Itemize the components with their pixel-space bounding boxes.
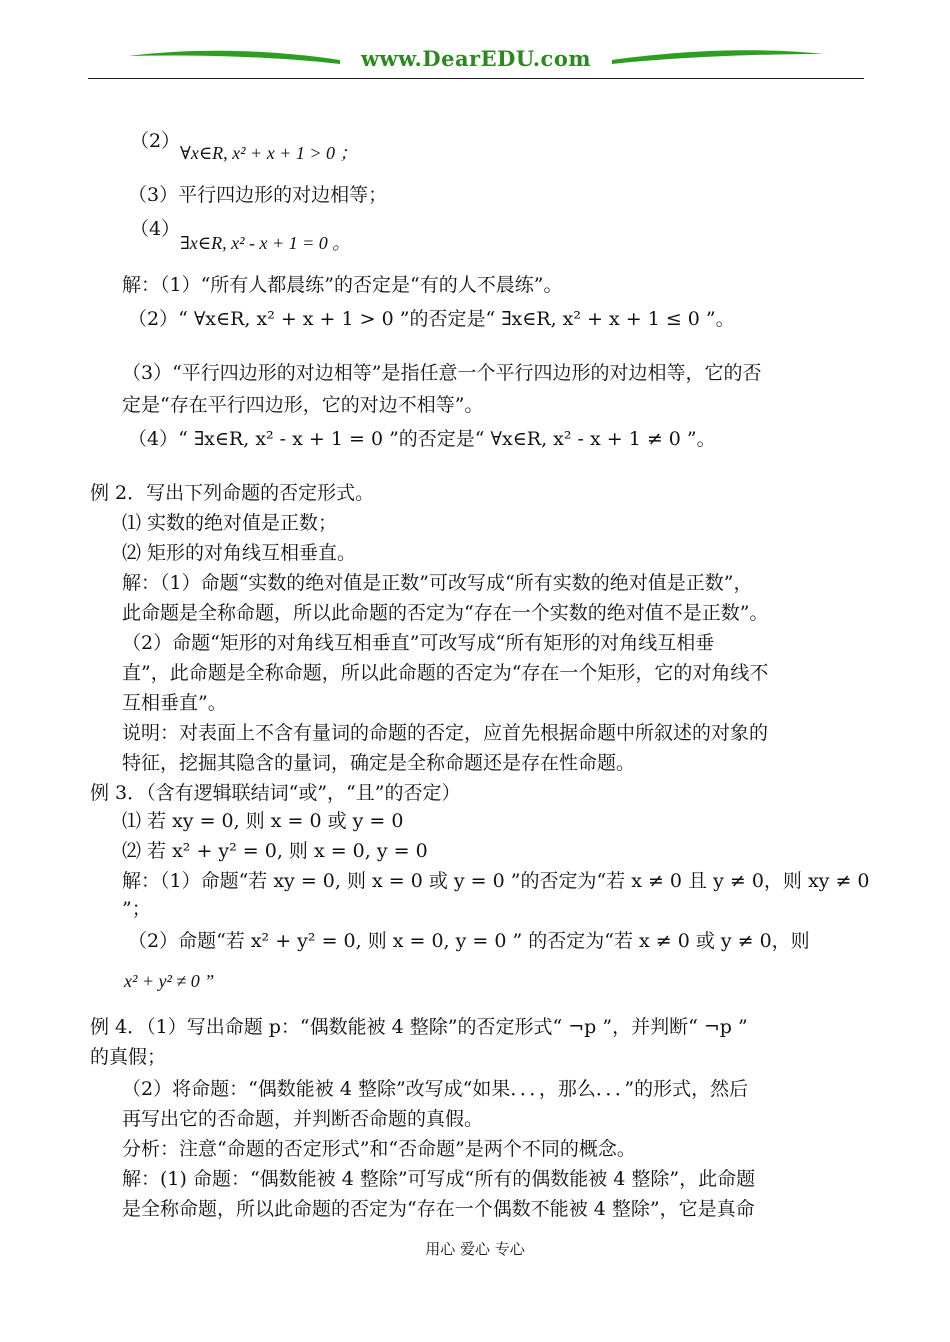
example-2-note-line1: 说明：对表面上不含有量词的命题的否定，应首先根据命题中所叙述的对象的: [122, 722, 769, 744]
example-2-solution-line4: 直”，此命题是全称命题，所以此命题的否定为“存在一个矩形，它的对角线不: [122, 662, 769, 684]
example-4-title-end: 的真假；: [90, 1046, 167, 1068]
example-3-title: 例 3．（含有逻辑联结词“或”，“且”的否定）: [90, 782, 461, 804]
solution-3-line1: （3）“平行四边形的对边相等”是指任意一个平行四边形的对边相等，它的否: [122, 362, 762, 384]
example-4-part-2-line2: 再写出它的否命题，并判断否命题的真假。: [122, 1108, 484, 1130]
example-2-item-2: ⑵ 矩形的对角线互相垂直。: [122, 542, 357, 564]
solution-4: （4）“ ∃x∈R, x² - x + 1 = 0 ”的否定是“ ∀x∈R, x² - x + 1 ≠ 0 ”。: [128, 428, 716, 450]
example-2-solution-line1: 解：（1）命题“实数的绝对值是正数”可改写成“所有实数的绝对值是正数”，: [122, 572, 753, 594]
example-4-part-2-line1: （2）将命题：“偶数能被 4 整除”改写成“如果．．．，那么．．．”的形式，然后: [122, 1078, 749, 1100]
example-2-solution-line2: 此命题是全称命题，所以此命题的否定为“存在一个实数的绝对值不是正数”。: [122, 602, 769, 624]
item-4-formula: ∃x∈R, x² - x + 1 = 0 。: [180, 233, 351, 253]
example-4-title: 例 4．（1）写出命题 p：“偶数能被 4 整除”的否定形式“ ¬p ”，并判断“ ¬p ”: [90, 1016, 748, 1038]
page-footer: 用心 爱心 专心: [425, 1240, 525, 1258]
example-3-item-2: ⑵ 若 x² + y² = 0, 则 x = 0, y = 0: [122, 840, 428, 862]
example-3-item-1: ⑴ 若 xy = 0, 则 x = 0 或 y = 0: [122, 810, 404, 832]
item-3: （3）平行四边形的对边相等；: [128, 184, 388, 206]
example-3-solution-1: 解：（1）命题“若 xy = 0, 则 x = 0 或 y = 0 ”的否定为“若 x ≠ 0 且 y ≠ 0，则 xy ≠ 0: [122, 870, 870, 892]
example-4-analysis: 分析：注意“命题的否定形式”和“否命题”是两个不同的概念。: [122, 1138, 636, 1160]
site-banner-text: www.DearEDU.com: [360, 46, 592, 71]
page-header: [88, 40, 864, 84]
example-2-title: 例 2．写出下列命题的否定形式。: [90, 482, 375, 504]
header-divider: [88, 78, 864, 79]
solution-1: 解：（1）“所有人都晨练”的否定是“有的人不晨练”。: [122, 274, 563, 296]
solution-3-line2: 定是“存在平行四边形，它的对边不相等”。: [122, 394, 484, 416]
example-2-solution-line3: （2）命题“矩形的对角线互相垂直”可改写成“所有矩形的对角线互相垂: [122, 632, 715, 654]
example-4-solution-line1: 解：(1) 命题：“偶数能被 4 整除”可写成“所有的偶数能被 4 整除”，此命题: [122, 1168, 756, 1190]
item-4-label: （4）: [130, 218, 181, 240]
example-3-solution-2-formula: x² + y² ≠ 0 ”: [124, 971, 215, 991]
item-2-formula: ∀x∈R, x² + x + 1 > 0 ；: [180, 143, 358, 163]
example-3-solution-2: （2）命题“若 x² + y² = 0, 则 x = 0, y = 0 ” 的否定为“若 x ≠ 0 或 y ≠ 0，则: [128, 930, 810, 952]
example-2-item-1: ⑴ 实数的绝对值是正数；: [122, 512, 338, 534]
example-3-solution-1-end: ”；: [122, 898, 151, 920]
example-2-note-line2: 特征，挖掘其隐含的量词，确定是全称命题还是存在性命题。: [122, 752, 636, 774]
example-4-solution-line2: 是全称命题，所以此命题的否定为“存在一个偶数不能被 4 整除”，它是真命: [122, 1198, 755, 1220]
solution-2: （2）“ ∀x∈R, x² + x + 1 > 0 ”的否定是“ ∃x∈R, x² + x + 1 ≤ 0 ”。: [128, 308, 735, 330]
example-2-solution-line5: 互相垂直”。: [122, 692, 227, 714]
item-2-label: （2）: [130, 130, 181, 152]
